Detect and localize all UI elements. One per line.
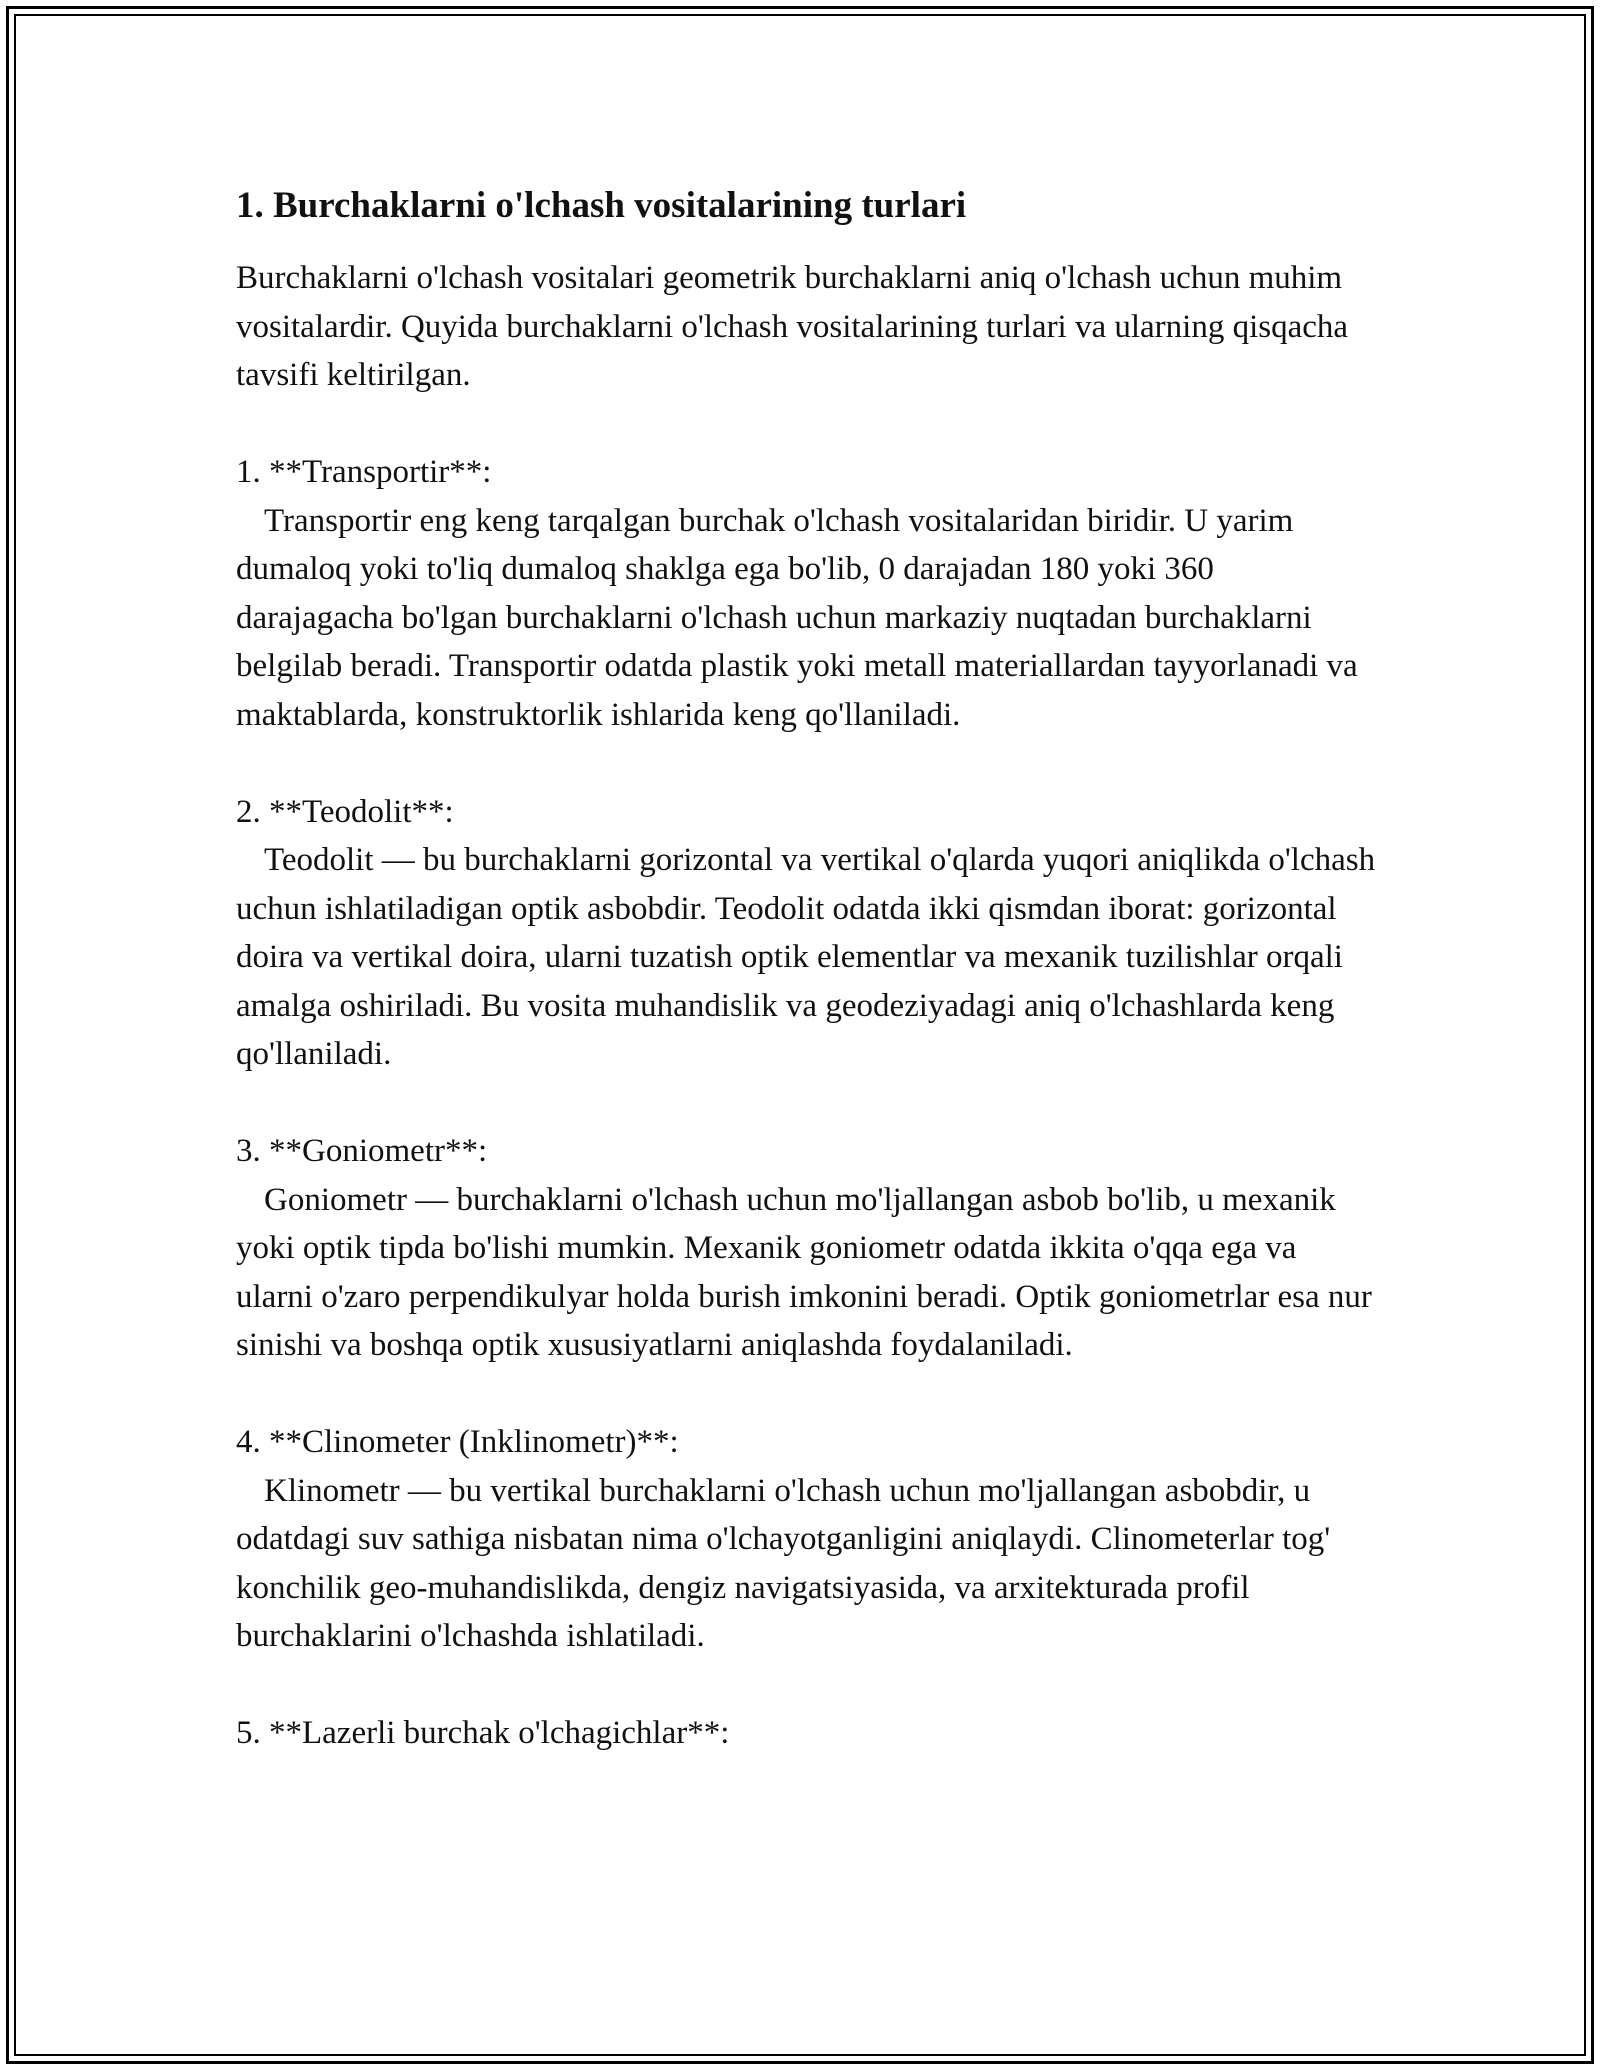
item-heading: 5. **Lazerli burchak o'lchagichlar**:: [236, 1715, 730, 1751]
list-item-goniometr: [236, 1127, 1376, 1370]
document-body: [236, 182, 1376, 1806]
item-heading: 2. **Teodolit**:: [236, 793, 454, 830]
list-item-transportir: [236, 448, 1376, 739]
item-body: Teodolit — bu burchaklarni gorizontal va vertikal o'qlarda yuqori aniqlikda o'lchash uchun ishlatiladigan optik asbobdir. Teodolit odatda ikki qismdan iborat: gorizontal doira va vertikal doira, ularni tuzatish optik elementlar va mexanik tuzilishlar orqali amalga oshiriladi. Bu vosita muhandislik va geodeziyadagi aniq o'lchashlarda keng qo'llaniladi.: [236, 842, 1376, 1072]
list-item-lazerli: [236, 1709, 1376, 1758]
item-body: Klinometr — bu vertikal burchaklarni o'lchash uchun mo'ljallangan asbobdir, u odatdagi suv sathiga nisbatan nima o'lchayotganligini aniqlaydi. Clinometerlar tog' konchilik geo-muhandislikda, dengiz navigatsiyasida, va arxitekturada profil burchaklarini o'lchashda ishlatiladi.: [236, 1472, 1331, 1654]
item-heading: 3. **Goniometr**:: [236, 1133, 488, 1169]
item-body: Transportir eng keng tarqalgan burchak o'lchash vositalaridan biridir. U yarim dumaloq yoki to'liq dumaloq shaklga ega bo'lib, 0 darajadan 180 yoki 360 darajagacha bo'lgan burchaklarni o'lchash uchun markaziy nuqtadan burchaklarni belgilab beradi. Transportir odatda plastik yoki metall materiallardan tayyorlanadi va maktablarda, konstruktorlik ishlarida keng qo'llaniladi.: [236, 502, 1358, 733]
document-title: 1. Burchaklarni o'lchash vositalarining turlari: [236, 185, 967, 226]
list-item-teodolit: [236, 788, 1376, 1079]
intro-paragraph: Burchaklarni o'lchash vositalari geometrik burchaklarni aniq o'lchash uchun muhim vositalardir. Quyida burchaklarni o'lchash vositalarining turlari va ularning qisqacha tavsifi keltirilgan.: [236, 260, 1349, 393]
item-body: Goniometr — burchaklarni o'lchash uchun mo'ljallangan asbob bo'lib, u mexanik yoki optik tipda bo'lishi mumkin. Mexanik goniometr odatda ikkita o'qqa ega va ularni o'zaro perpendikulyar holda burish imkonini beradi. Optik goniometrlar esa nur sinishi va boshqa optik xususiyatlarni aniqlashda foydalaniladi.: [236, 1181, 1372, 1363]
item-heading: 4. **Clinometer (Inklinometr)**:: [236, 1424, 679, 1460]
list-item-clinometer: [236, 1418, 1376, 1661]
item-heading: 1. **Transportir**:: [236, 454, 492, 490]
